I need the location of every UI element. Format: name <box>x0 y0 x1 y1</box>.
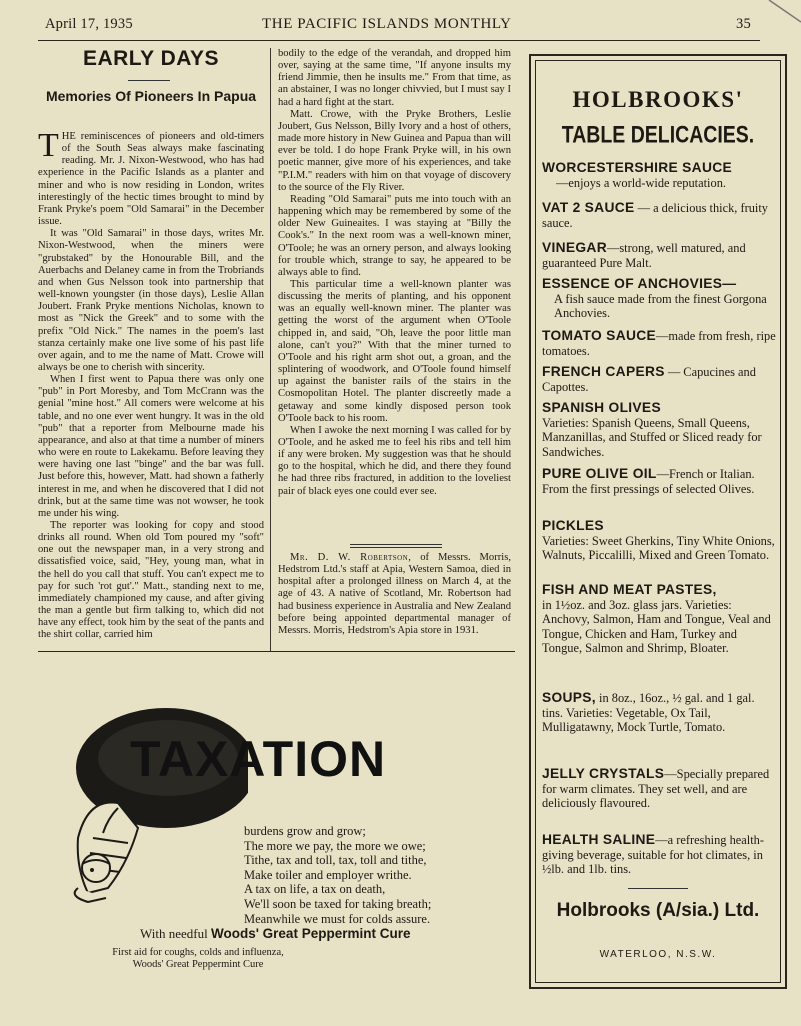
verse-line: burdens grow and grow; <box>244 824 366 838</box>
ad-product: PURE OLIVE OIL—French or Italian. From the first pressings of selected Olives. <box>542 466 755 496</box>
obituary-name: Mr. D. W. Robertson, <box>290 552 412 563</box>
ad-address: WATERLOO, N.S.W. <box>599 949 717 960</box>
verse-line: Make toiler and employer writhe. <box>244 867 412 882</box>
ad-brand: HOLBROOKS' <box>572 87 744 112</box>
article-column-1 <box>38 131 264 651</box>
publication-title: THE PACIFIC ISLANDS MONTHLY <box>262 16 512 32</box>
verse-line: The more we pay, the more we owe; <box>244 838 426 853</box>
ad-product: FISH AND MEAT PASTES, in 1½oz. and 3oz. glass jars. Varieties: Anchovy, Salmon, Ham and Tongue, Veal and Tongue, Chicken and Ham, Turkey and Tongue, Salmon and Shrimp, Bloater. <box>542 582 771 655</box>
article-paragraph: The reporter was looking for copy and stood drinks all round. When old Tom poured my "soft" one out the newspaper man, in a very strong and dissatisfied voice, said, "Hey, young man, what in the hell do you call that stuff. You can't expect me to pay for such 'rot gut'." Matt., standing next to me, immediately championed my cause, and after giving the man a gentle but firm talking to, which did not have any effect, took him by the seat of the pants and the shirt collar, carried him <box>38 520 264 641</box>
article-paragraph: When I awoke the next morning I was called for by O'Toole, and he asked me to feel his ribs and tell him if any were broken. My suggestion was that he should go to the hospital, which he did, and there they found he had three ribs fractured, in addition to the loveliest pair of black eyes one could ever see. <box>278 424 511 497</box>
ad-product: VINEGAR—strong, well matured, and guaranteed Pure Malt. <box>542 240 746 270</box>
separator-rule <box>350 547 442 548</box>
obituary-text: of Messrs. Morris, Hedstrom Ltd.'s staff at Apia, Western Samoa, died in hospital after a prolonged illness on March 4, at the age of 43. A native of Scotland, Mr. Robertson had had business experience in Australia and New Zealand before being appointed departmental manager of Messrs. Morris, Hedstrom's Apia store in 1931. <box>278 552 511 636</box>
article-paragraph: Matt. Crowe, with the Pryke Brothers, Leslie Joubert, Gus Nelsson, Billy Ivory and a host of others, made more history in New Guinea and Papua than will ever be told. I do hope Frank Pryke will, in his own poetic manner, give more of his experiences, and take "P.I.M." readers with him on that voyage of discovery to the source of the Fly River. <box>278 108 511 193</box>
ad-product: WORCESTERSHIRE SAUCE —enjoys a world-wide reputation. <box>542 160 732 190</box>
ad-product: FRENCH CAPERS — Capucines and Capottes. <box>542 364 756 394</box>
obituary-notice <box>278 552 511 650</box>
article-paragraph: bodily to the edge of the verandah, and dropped him over, saying at the same time, "If anyone insults my friend Jimmie, then he insults me." From that time, as an abstainer, I was no longer chivvied, but I must say I had a hard fight at the start. <box>278 48 511 108</box>
article-paragraph: Reading "Old Samarai" puts me into touch with an happening which may be remembered by some of the older New Guineaites. I was staying at "Billy the Cook's." In the next room was a well-known miner, O'Toole; he was an ornery person, and always looking for trouble which, strange to say, he appeared to be always able to find. <box>278 193 511 278</box>
first-aid-tagline: First aid for coughs, colds and influenza, Woods' Great Peppermint Cure <box>112 947 284 970</box>
holbrooks-advertisement <box>529 54 787 989</box>
ad-product: HEALTH SALINE—a refreshing health-giving beverage, suitable for hot climates, in ½lb. and 1lb. tins. <box>542 832 764 876</box>
article-paragraph: This particular time a well-known planter was discussing the merits of planting, and his opponent was an equally well-known miner. The planter was getting the worst of the argument when O'Toole chipped in, and said, "Oh, leave the poor little man alone, can't you?" With that the miner turned to O'Toole and his right arm shot out, a groan, and the splintering of woodwork, and O'Toole found himself up against the banister rails of the stairs in the Cosmopolitan Hotel. The planter discreetly made a getaway and some kindly disposed person took O'Toole back to his room. <box>278 278 511 424</box>
separator-rule <box>350 544 442 545</box>
ad-product: VAT 2 SAUCE — a delicious thick, fruity sauce. <box>542 200 768 230</box>
ad-product: TOMATO SAUCE—made from fresh, ripe tomatoes. <box>542 328 776 358</box>
ad-rule <box>628 888 688 889</box>
taxation-verse <box>244 824 514 926</box>
cure-line: With needful Woods' Great Peppermint Cure <box>140 926 411 941</box>
taxation-headline: TAXATION <box>130 731 387 787</box>
page-corner-fold <box>761 0 801 30</box>
ad-company: Holbrooks (A/sia.) Ltd. <box>556 900 760 921</box>
section-rule <box>38 651 515 652</box>
cure-brand: Woods' Great Peppermint Cure <box>210 926 411 941</box>
article-column-2 <box>278 48 511 538</box>
taxpayer-illustration <box>48 688 248 918</box>
ad-product: JELLY CRYSTALS—Specially prepared for warm climates. They set well, and are deliciously flavoured. <box>542 766 770 810</box>
ad-product: ESSENCE OF ANCHOVIES— A fish sauce made from the finest Gorgona Anchovies. <box>542 276 767 320</box>
ad-product: PICKLES Varieties: Sweet Gherkins, Tiny White Onions, Walnuts, Piccalilli, Mixed and Green Tomato. <box>542 518 775 562</box>
header-rule <box>38 40 760 41</box>
ad-inner-border <box>535 60 781 983</box>
article-paragraph: THE reminiscences of pioneers and old-timers of the South Seas always make fascinating reading. Mr. J. Nixon-Westwood, who has had experience in the Pacific Islands as a planter and miner and who is now residing in London, writes interestingly of the hectic times brought to mind by Frank Pryke's poem "Old Samarai" in the December issue. <box>38 131 264 228</box>
ad-product: SOUPS, in 8oz., 16oz., ½ gal. and 1 gal. tins. Varieties: Vegetable, Ox Tail, Mulligatawny, Mock Turtle, Tomato. <box>542 690 755 734</box>
page-number: 35 <box>736 16 751 32</box>
verse-line: A tax on life, a tax on death, <box>244 882 386 897</box>
article-subtitle: Memories Of Pioneers In Papua <box>45 88 257 104</box>
article-paragraph: When I first went to Papua there was only one "pub" in Port Moresby, and Tom McCrann was the genial "mine host." All comers were welcome at his table, and no one ever went hungry. It was in the old "pub" that a reporter from Melbourne made his appearance, and also at that time a number of miners who were en route to Lakekamu. Before leaving they were having one last "binge" and the bar was full. Just before this, however, Matt. had shown a fatherly interest in me, and when he discovered that I did not drink, but at the same time was not wowser, he took me under his wing. <box>38 374 264 519</box>
article-title: EARLY DAYS <box>82 47 220 70</box>
article-paragraph: It was "Old Samarai" in those days, writes Mr. Nixon-Westwood, when the miners were "grubstaked" by the Honourable Bill, and the Auerbachs and Delaney came in from the Trobriands and when Gus Nelsson took into partnership that well-known youngster (in those days), Leslie Allan Joubert. Frank Pryke mentions Nicholas, known to most as "Nick the Greek" and to some with the prefix "Old Nick." The names in the poem's last stanza certainly make one live some of his past life over again, and to me the name of Matt. Crowe will always be one to cherish with sincerity. <box>38 228 264 373</box>
drop-cap: T <box>38 131 59 164</box>
verse-line: We'll soon be taxed for taking breath; <box>244 896 432 911</box>
verse-line: Meanwhile we must for colds assure. <box>244 911 431 926</box>
verse-line: Tithe, tax and toll, tax, toll and tithe, <box>244 853 427 868</box>
ad-headline: TABLE DELICACIES. <box>561 121 755 149</box>
ad-product: SPANISH OLIVES Varieties: Spanish Queens, Small Queens, Manzanillas, and Stuffed or Sliced ready for Sandwiches. <box>542 400 762 459</box>
column-rule <box>270 48 271 651</box>
title-rule <box>128 80 170 81</box>
issue-date: April 17, 1935 <box>45 16 133 32</box>
